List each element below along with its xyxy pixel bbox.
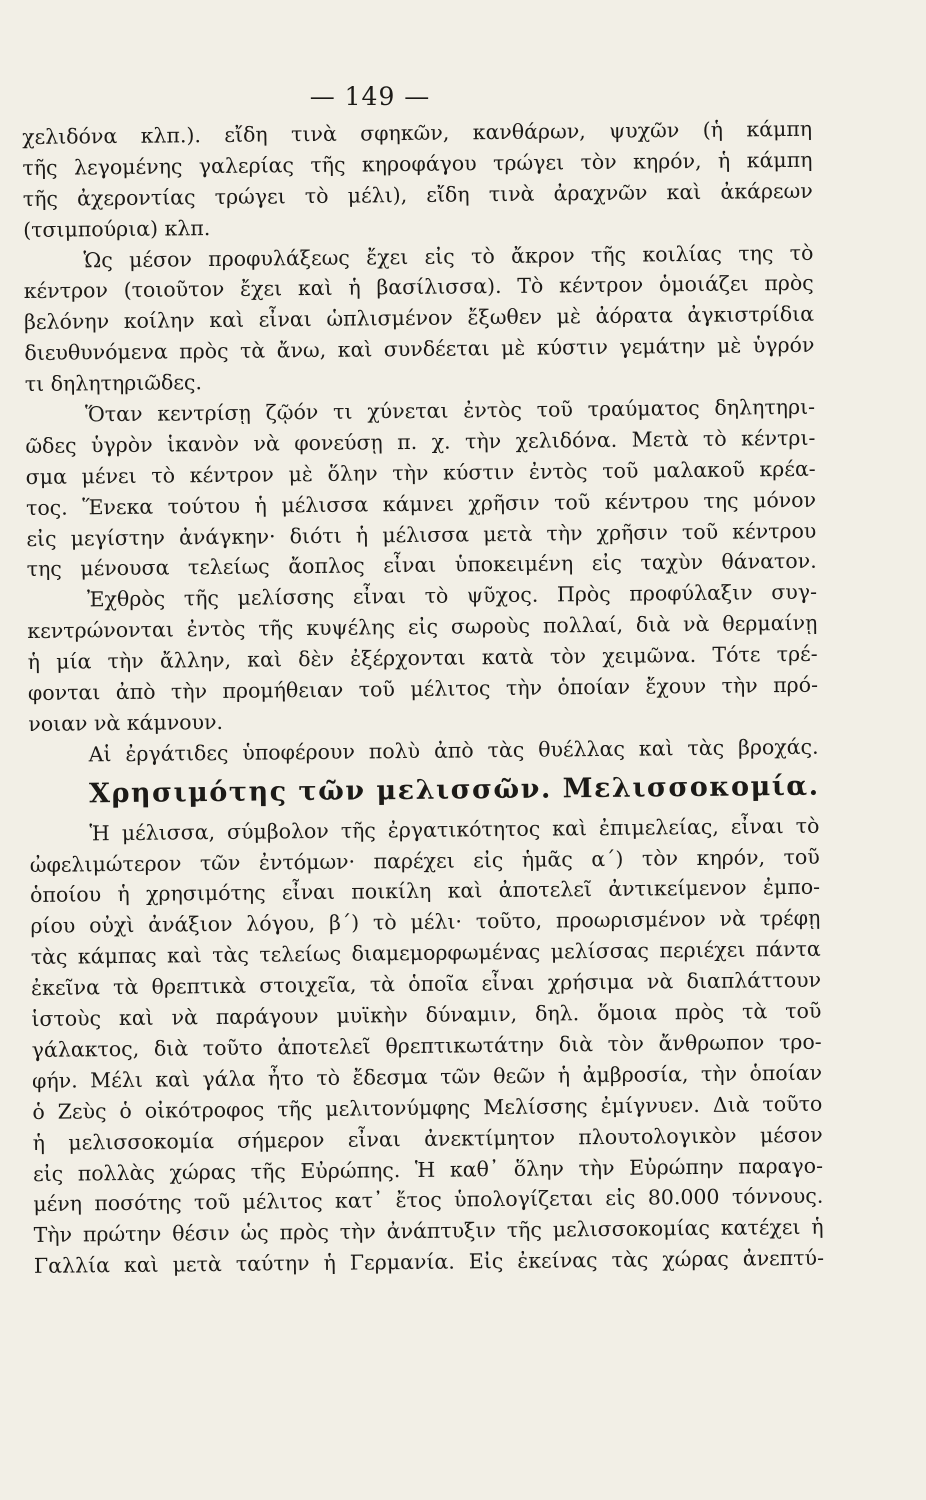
text-line: τι δηλητηριῶδες.: [24, 370, 203, 397]
text-line: ἱστοὺς καὶ νὰ παράγουν μυϊκὴν δύναμιν, δηλ. ὅμοια πρὸς τὰ τοῦ: [31, 998, 822, 1031]
text-line: ὁ Ζεὺς ὁ οἰκότροφος τῆς μελιτονύμφης Μελίσσης ἐμίγνυεν. Διὰ τοῦτο: [32, 1091, 823, 1124]
text-line: διευθυνόμενα πρὸς τὰ ἄνω, καὶ συνδέεται μὲ κύστιν γεμάτην μὲ ὑγρόν: [24, 332, 815, 366]
text-line: τος. Ἕνεκα τούτου ἡ μέλισσα κάμνει χρῆσιν τοῦ κέντρου της μόνον: [25, 487, 817, 520]
section-heading: Χρησιμότης τῶν μελισσῶν. Μελισσοκομία.: [88, 770, 820, 810]
text-line: τῆς λεγομένης γαλερίας τῆς κηροφάγου τρώγει τὸν κηρόν, ἡ κάμπη: [22, 147, 813, 180]
text-line: σμα μένει τὸ κέντρον μὲ ὅλην τὴν κύστιν ἐντὸς τοῦ μαλακοῦ κρέα-: [25, 456, 816, 489]
text-line: ῶδες ὑγρὸν ἱκανὸν νὰ φονεύσῃ π. χ. τὴν χελιδόνα. Μετὰ τὸ κέντρι-: [25, 425, 816, 458]
text-line: Αἱ ἐργάτιδες ὑποφέρουν πολὺ ἀπὸ τὰς θυέλλας καὶ τὰς βροχάς.: [88, 734, 819, 767]
section-heading-line: [29, 762, 819, 818]
text-line: Τὴν πρώτην θέσιν ὡς πρὸς τὴν ἀνάπτυξιν τῆς μελισσοκομίας κατέχει ἡ: [33, 1214, 824, 1248]
text-line: της μένουσα τελείως ἄοπλος εἶναι ὑποκειμένη εἰς ταχὺν θάνατον.: [26, 549, 817, 582]
text-line: εἰς πολλὰς χώρας τῆς Εὐρώπης. Ἡ καθ᾽ ὅλην τὴν Εὐρώπην παραγο-: [32, 1153, 824, 1186]
paragraphs-usefulness: [29, 810, 824, 1282]
page-number: — 149 —: [309, 82, 431, 111]
text-line: ρίου οὐχὶ ἀνάξιον λόγου, β΄) τὸ μέλι· τοῦτο, προωρισμένον νὰ τρέφῃ: [30, 906, 821, 939]
text-line: κεντρώνονται ἐντὸς τῆς κυψέλης εἰς σωροὺς πολλαί, διὰ νὰ θερμαίνῃ: [27, 610, 818, 644]
text-line: τῆς ἀχεροντίας τρώγει τὸ μέλι), εἴδη τινὰ ἀραχνῶν καὶ ἀκάρεων: [22, 178, 813, 211]
text-line: Ἐχθρὸς τῆς μελίσσης εἶναι τὸ ψῦχος. Πρὸς προφύλαξιν συγ-: [86, 580, 818, 612]
text-line: Ὅταν κεντρίσῃ ζῷόν τι χύνεται ἐντὸς τοῦ τραύματος δηλητηρι-: [84, 394, 816, 427]
text-line: βελόνην κοίλην καὶ εἶναι ὡπλισμένον ἔξωθεν μὲ ἀόρατα ἀγκιστρίδια: [23, 302, 815, 335]
text-line: ὁποίου ἡ χρησιμότης εἶναι ποικίλη καὶ ἀποτελεῖ ἀντικείμενον ἐμπο-: [29, 875, 821, 908]
text-line: τὰς κάμπας καὶ τὰς τελείως διαμεμορφωμένας μελίσσας περιέχει πάντα: [30, 936, 821, 970]
text-line: ὠφελιμώτερον τῶν ἐντόμων· παρέχει εἰς ἡμᾶς α΄) τὸν κηρόν, τοῦ: [29, 844, 820, 877]
text-line: ἡ μελισσοκομία σήμερον εἶναι ἀνεκτίμητον πλουτολογικὸν μέσον: [32, 1122, 823, 1155]
paragraphs-enemies: [22, 114, 819, 771]
text-line: Ὡς μέσον προφυλάξεως ἔχει εἰς τὸ ἄκρον τῆς κοιλίας της τὸ: [83, 240, 814, 272]
text-line: φήν. Μέλι καὶ γάλα ἦτο τὸ ἔδεσμα τῶν θεῶν ἡ ἀμβροσία, τὴν ὁποίαν: [31, 1060, 823, 1093]
text-line: νοιαν νὰ κάμνουν.: [28, 709, 224, 736]
text-line: μένη ποσότης τοῦ μέλιτος κατ᾽ ἔτος ὑπολογίζεται εἰς 80.000 τόννους.: [33, 1184, 824, 1217]
text-line: κέντρον (τοιοῦτον ἔχει καὶ ἡ βασίλισσα). Τὸ κέντρον ὁμοιάζει πρὸς: [23, 271, 814, 304]
text-line: χελιδόνα κλπ.). εἴδη τινὰ σφηκῶν, κανθάρων, ψυχῶν (ἡ κάμπη: [22, 116, 813, 149]
text-line: ἐκεῖνα τὰ θρεπτικὰ στοιχεῖα, τὰ ὁποῖα εἶναι χρήσιμα νὰ διαπλάττουν: [30, 967, 822, 1001]
text-line: γάλακτος, διὰ τοῦτο ἀποτελεῖ θρεπτικωτάτην διὰ τὸν ἄνθρωπον τρο-: [31, 1029, 822, 1062]
text-line: ἡ μία τὴν ἄλλην, καὶ δὲν ἐξέρχονται κατὰ τὸν χειμῶνα. Τότε τρέ-: [27, 641, 818, 675]
text-line: φονται ἀπὸ τὴν προμήθειαν τοῦ μέλιτος τὴν ὁποίαν ἔχουν τὴν πρό-: [27, 672, 819, 705]
text-line: Γαλλία καὶ μετὰ ταύτην ἡ Γερμανία. Εἰς ἐκείνας τὰς χώρας ἀνεπτύ-: [33, 1245, 825, 1279]
text-line: Ἡ μέλισσα, σύμβολον τῆς ἐργατικότητος καὶ ἐπιμελείας, εἶναι τὸ: [89, 813, 820, 846]
body-text: [22, 114, 824, 1282]
text-line: εἰς μεγίστην ἀνάγκην· διότι ἡ μέλισσα μετὰ τὴν χρῆσιν τοῦ κέντρου: [26, 518, 817, 551]
text-line: (τσιμπούρια) κλπ.: [23, 215, 211, 242]
